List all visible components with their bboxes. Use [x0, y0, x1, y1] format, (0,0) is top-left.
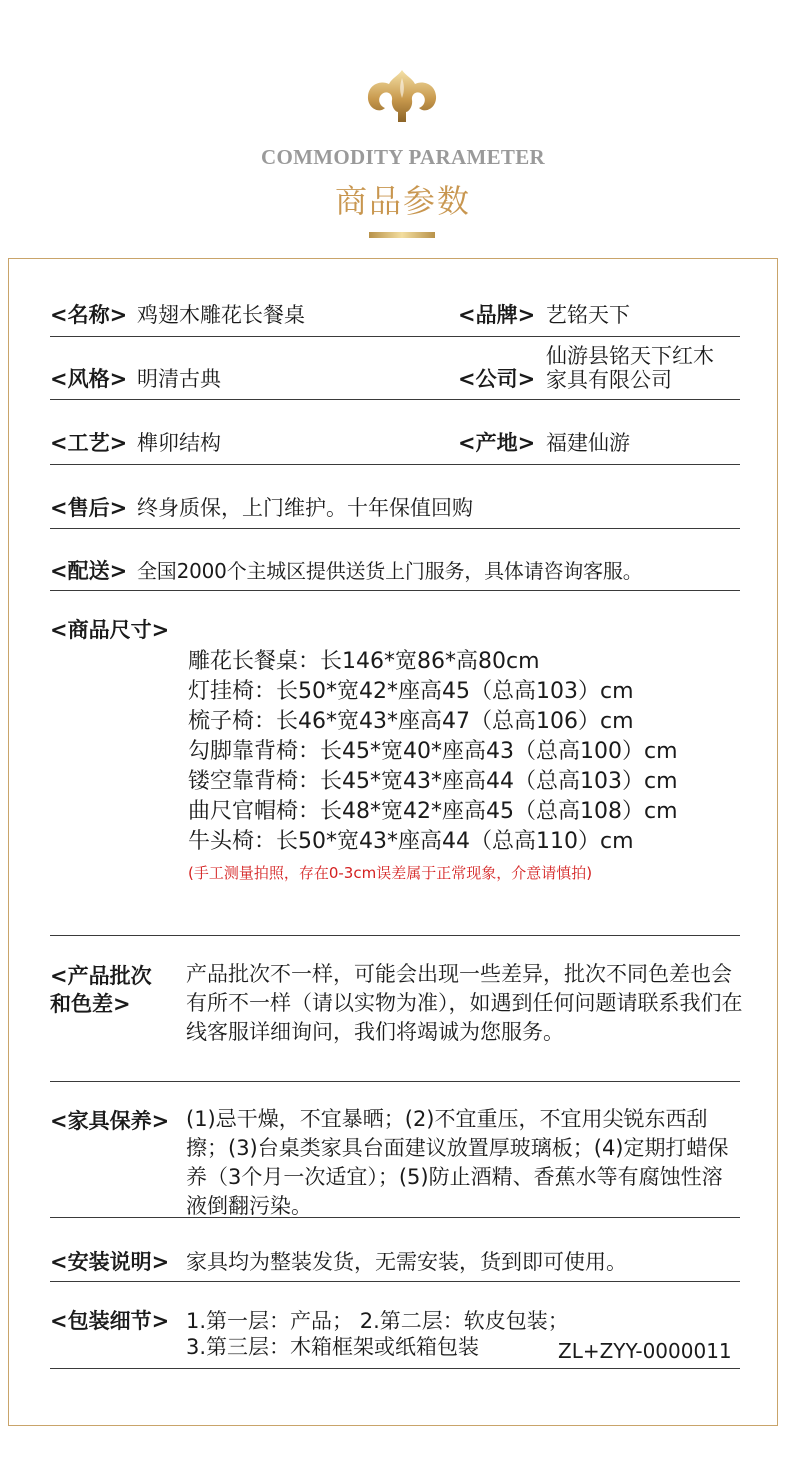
company-value-line1: 仙游县铭天下红木 — [546, 344, 714, 368]
divider — [50, 935, 740, 936]
packing-line1: 1.第一层：产品； 2.第二层：软皮包装； — [186, 1309, 569, 1333]
divider — [50, 590, 740, 591]
packing-label: <包装细节> — [50, 1309, 170, 1333]
dimension-item: 镂空靠背椅：长45*宽43*座高44（总高103）cm — [188, 769, 678, 794]
batch-label-line1: <产品批次 — [50, 964, 152, 988]
aftersale-value: 终身质保，上门维护。十年保值回购 — [137, 496, 473, 520]
dimension-item: 勾脚靠背椅：长45*宽40*座高43（总高100）cm — [188, 739, 678, 764]
title-underline — [369, 232, 435, 238]
dimension-item: 灯挂椅：长50*宽42*座高45（总高103）cm — [188, 679, 634, 704]
install-text: 家具均为整装发货，无需安装，货到即可使用。 — [186, 1250, 627, 1274]
origin-label: <产地> — [458, 431, 536, 455]
divider — [50, 1217, 740, 1218]
craft-label: <工艺> — [50, 431, 128, 455]
product-code: ZL+ZYY-0000011 — [558, 1339, 732, 1363]
origin-value: 福建仙游 — [546, 431, 630, 455]
craft-value: 榫卯结构 — [137, 431, 221, 455]
english-title: COMMODITY PARAMETER — [261, 145, 545, 169]
chinese-title: 商品参数 — [334, 182, 471, 220]
company-label: <公司> — [458, 367, 536, 391]
name-label: <名称> — [50, 303, 128, 327]
name-value: 鸡翅木雕花长餐桌 — [137, 303, 305, 327]
golden-cloud-ornament-icon — [365, 68, 439, 124]
delivery-label: <配送> — [50, 559, 128, 583]
style-label: <风格> — [50, 367, 128, 391]
measurement-note: (手工测量拍照，存在0-3cm误差属于正常现象，介意请慎拍) — [188, 864, 593, 882]
packing-line2: 3.第三层：木箱框架或纸箱包装 — [186, 1335, 480, 1359]
care-text: (1)忌干燥，不宜暴晒；(2)不宜重压，不宜用尖锐东西刮擦；(3)台桌类家具台面建议放置厚玻璃板；(4)定期打蜡保养（3个月一次适宜）；(5)防止酒精、香蕉水等有腐蚀性溶液倒翻污染。 — [186, 1107, 729, 1218]
dimension-item: 雕花长餐桌：长146*宽86*高80cm — [188, 649, 540, 674]
brand-value: 艺铭天下 — [546, 303, 630, 327]
company-value-line2: 家具有限公司 — [546, 368, 672, 392]
dimension-item: 曲尺官帽椅：长48*宽42*座高45（总高108）cm — [188, 799, 678, 824]
dimension-item: 梳子椅：长46*宽43*座高47（总高106）cm — [188, 709, 634, 734]
divider — [50, 336, 740, 337]
install-label: <安装说明> — [50, 1250, 170, 1274]
divider — [50, 399, 740, 400]
divider — [50, 1368, 740, 1369]
batch-label-line2: 和色差> — [50, 992, 131, 1016]
dimensions-label: <商品尺寸> — [50, 618, 170, 642]
dimension-item: 牛头椅：长50*宽43*座高44（总高110）cm — [188, 829, 634, 854]
divider — [50, 1081, 740, 1082]
aftersale-label: <售后> — [50, 496, 128, 520]
delivery-value: 全国2000个主城区提供送货上门服务，具体请咨询客服。 — [137, 559, 643, 583]
style-value: 明清古典 — [137, 367, 221, 391]
divider — [50, 464, 740, 465]
divider — [50, 528, 740, 529]
brand-label: <品牌> — [458, 303, 536, 327]
care-label: <家具保养> — [50, 1109, 170, 1133]
batch-text: 产品批次不一样，可能会出现一些差异，批次不同色差也会有所不一样（请以实物为准），如遇到任何问题请联系我们在线客服详细询问，我们将竭诚为您服务。 — [186, 962, 743, 1044]
divider — [50, 1281, 740, 1282]
